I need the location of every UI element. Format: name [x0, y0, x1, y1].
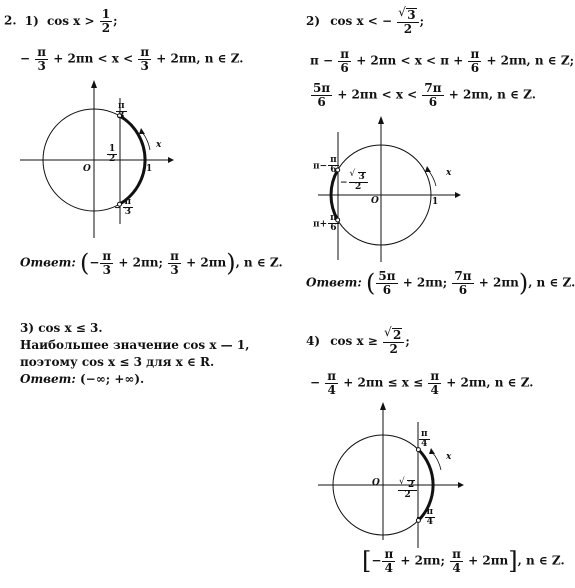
label-one-1: 1	[146, 164, 153, 174]
problem-3-statement: 3) cos x ≤ 3.	[20, 321, 103, 335]
label-origin-4: O	[372, 478, 380, 488]
problem-3-answer: Ответ: (−∞; +∞).	[20, 372, 145, 386]
exercise-number: 2.	[4, 13, 17, 28]
problem-2-solution-line-1: π − $\frac{\pi}{6}$ + 2πn < x < π + $\frac{\pi}{6}$ + 2πn, n ∈ Z;	[310, 47, 575, 75]
problem-1-answer: Ответ: (− $\frac{\pi}{3}$ + 2πn; $\frac{\pi}{3}$ + 2πn), n ∈ Z.	[20, 249, 283, 278]
problem-4-solution: − $\frac{\pi}{4}$ + 2πn ≤ x ≤ $\frac{\pi}{4}$ + 2πn, n ∈ Z.	[310, 369, 534, 397]
label-sqrt2-over-2: √ $\frac{2}{2}$	[397, 480, 418, 501]
problem-4-answer: [− $\frac{\pi}{4}$ + 2πn; $\frac{\pi}{4}$ + 2πn], n ∈ Z.	[362, 547, 565, 576]
problem-4-header: 4) cos x ≥ √ $\frac{2}{2}$ ;	[306, 328, 410, 355]
problem-2-header: 2) cos x < − √ $\frac{3}{2}$ ;	[306, 8, 424, 35]
label-pi-over-4: $\frac{\pi}{4}$	[421, 429, 428, 450]
label-pi-minus-pi-over-6: π− $\frac{\pi}{6}$	[313, 155, 337, 176]
label-minus-sqrt3-over-2: − √ $\frac{3}{2}$	[340, 172, 369, 193]
label-pi-plus-pi-over-6: π+ $\frac{\pi}{6}$	[313, 213, 337, 234]
fraction-half: $\frac{1}{2}$	[101, 7, 111, 35]
inequality: cos x >	[46, 13, 95, 28]
label-x-4: x	[446, 452, 452, 462]
problem-3-text-1: Наибольшее значение cos x — 1,	[20, 338, 250, 352]
answer-label: Ответ:	[20, 372, 76, 386]
rotation-arrow-4	[432, 452, 441, 470]
part-number: 1)	[24, 13, 39, 28]
label-minus-pi-over-3: − $\frac{\pi}{3}$	[114, 197, 132, 218]
problem-2-answer: Ответ: ( $\frac{5\pi}{6}$ + 2πn; $\frac{7\pi}{6}$ + 2πn), n ∈ Z.	[306, 269, 575, 298]
label-x-1: x	[156, 140, 162, 150]
label-pi-over-3: $\frac{\pi}{3}$	[118, 101, 125, 122]
label-one-2: 1	[432, 197, 439, 207]
axes-4	[318, 402, 464, 540]
label-one-half: $\frac{1}{2}$	[109, 144, 116, 165]
answer-label: Ответ:	[306, 275, 362, 290]
label-one-4: 1	[430, 478, 437, 488]
label-x-2: x	[446, 168, 452, 178]
problem-1-header: 2. 1) cos x > $\frac{1}{2}$ ;	[4, 7, 118, 35]
label-minus-pi-over-4: − $\frac{\pi}{4}$	[416, 507, 434, 528]
problem-2-solution-line-2: $\frac{5\pi}{6}$ + 2πn < x < $\frac{7\pi}{6}$ + 2πn, n ∈ Z.	[313, 81, 536, 109]
label-origin-1: O	[83, 164, 91, 174]
problem-1-solution: − $\frac{\pi}{3}$ + 2πn < x < $\frac{\pi}{3}$ + 2πn, n ∈ Z.	[20, 45, 244, 73]
label-origin-2: O	[371, 196, 379, 206]
problem-3-text-2: поэтому cos x ≤ 3 для x ∈ R.	[20, 355, 215, 369]
answer-label: Ответ:	[20, 255, 76, 270]
